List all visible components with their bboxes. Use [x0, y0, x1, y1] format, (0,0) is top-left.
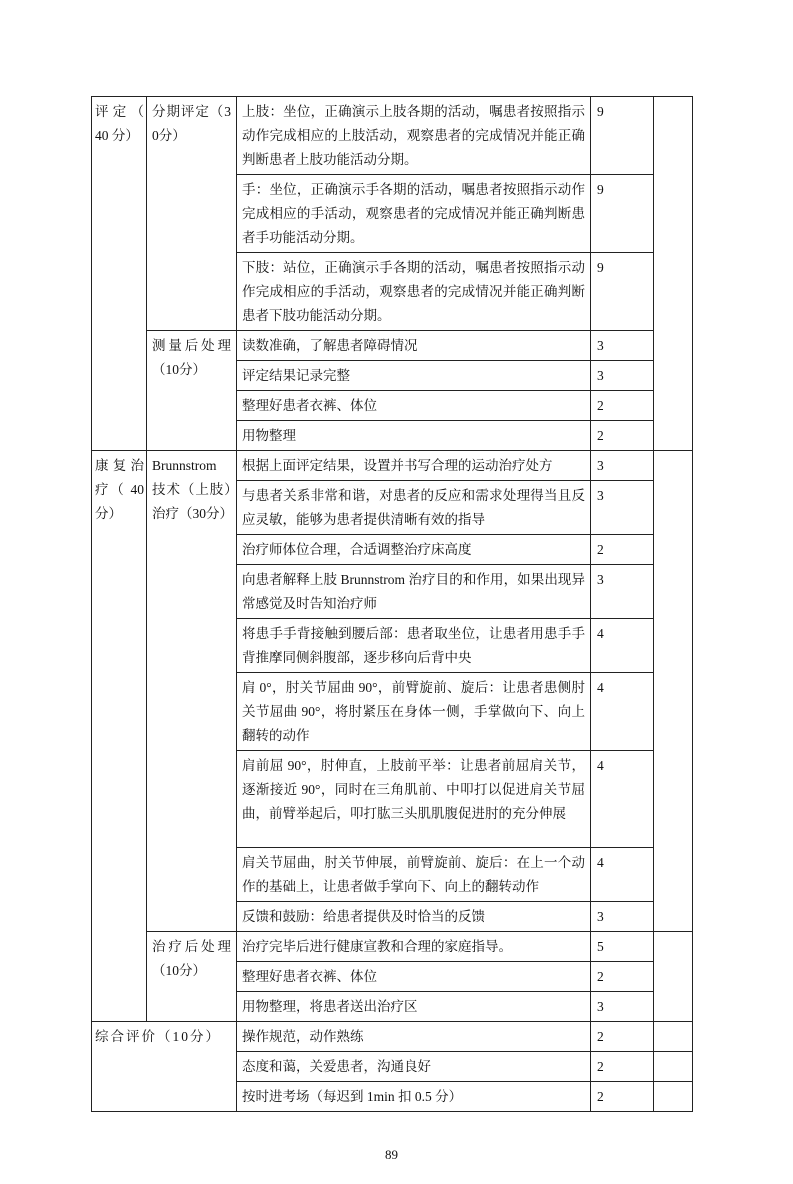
item-score: 4 — [591, 848, 654, 902]
item-score: 3 — [591, 331, 654, 361]
subcategory-stage-eval: 分期评定（30分） — [147, 97, 237, 331]
item-score: 9 — [591, 97, 654, 175]
subcategory-post-measure: 测量后处理（10分） — [147, 331, 237, 451]
item-score: 2 — [591, 535, 654, 565]
item-score: 3 — [591, 481, 654, 535]
item-description: 整理好患者衣裤、体位 — [237, 391, 591, 421]
item-score: 2 — [591, 1022, 654, 1052]
item-score: 2 — [591, 421, 654, 451]
item-description: 与患者关系非常和谐，对患者的反应和需求处理得当且反应灵敏，能够为患者提供清晰有效的指导 — [237, 481, 591, 535]
item-description: 用物整理 — [237, 421, 591, 451]
item-score: 9 — [591, 253, 654, 331]
item-score: 4 — [591, 751, 654, 848]
item-score: 3 — [591, 902, 654, 932]
item-description: 肩 0°，肘关节屈曲 90°，前臂旋前、旋后：让患者患侧肘关节屈曲 90°，将肘紧压在身体一侧，手掌做向下、向上翻转的动作 — [237, 673, 591, 751]
item-score: 3 — [591, 361, 654, 391]
item-description: 评定结果记录完整 — [237, 361, 591, 391]
item-description: 根据上面评定结果，设置并书写合理的运动治疗处方 — [237, 451, 591, 481]
actual-score-cell — [654, 1082, 693, 1112]
item-score: 5 — [591, 932, 654, 962]
item-description: 手：坐位，正确演示手各期的活动，嘱患者按照指示动作完成相应的手活动，观察患者的完成情况并能正确判断患者手功能活动分期。 — [237, 175, 591, 253]
item-description: 将患手手背接触到腰后部：患者取坐位，让患者用患手手背推摩同侧斜腹部，逐步移向后背中央 — [237, 619, 591, 673]
table-row — [92, 932, 693, 962]
scoring-table — [91, 96, 693, 1112]
item-description: 用物整理，将患者送出治疗区 — [237, 992, 591, 1022]
item-description: 下肢：站位，正确演示手各期的活动，嘱患者按照指示动作完成相应的手活动，观察患者的完成情况并能正确判断患者下肢功能活动分期。 — [237, 253, 591, 331]
table-row — [92, 451, 693, 481]
actual-score-cell — [654, 451, 693, 932]
item-description: 治疗完毕后进行健康宣教和合理的家庭指导。 — [237, 932, 591, 962]
item-score: 3 — [591, 451, 654, 481]
item-score: 9 — [591, 175, 654, 253]
item-score: 2 — [591, 1082, 654, 1112]
page-number: 89 — [385, 1147, 398, 1162]
actual-score-cell — [654, 932, 693, 1022]
category-eval: 评定（ 40 分） — [92, 97, 147, 451]
item-description: 态度和蔼，关爱患者，沟通良好 — [237, 1052, 591, 1082]
category-rehab: 康 复 治疗（ 40 分） — [92, 451, 147, 1022]
item-description: 肩关节屈曲，肘关节伸展，前臂旋前、旋后：在上一个动作的基础上，让患者做手掌向下、向上的翻转动作 — [237, 848, 591, 902]
item-description: 上肢：坐位，正确演示上肢各期的活动，嘱患者按照指示动作完成相应的上肢活动，观察患者的完成情况并能正确判断患者上肢功能活动分期。 — [237, 97, 591, 175]
item-score: 4 — [591, 619, 654, 673]
actual-score-cell — [654, 1022, 693, 1052]
item-score: 2 — [591, 962, 654, 992]
item-score: 2 — [591, 1052, 654, 1082]
item-description: 读数准确，了解患者障碍情况 — [237, 331, 591, 361]
item-description: 治疗师体位合理，合适调整治疗床高度 — [237, 535, 591, 565]
item-score: 3 — [591, 565, 654, 619]
item-score: 4 — [591, 673, 654, 751]
item-score: 3 — [591, 992, 654, 1022]
subcategory-brunnstrom: Brunnstrom 技术（上肢）治疗（30分） — [147, 451, 237, 932]
item-description: 整理好患者衣裤、体位 — [237, 962, 591, 992]
table-row — [92, 1022, 693, 1052]
table-row — [92, 97, 693, 175]
item-score: 2 — [591, 391, 654, 421]
actual-score-cell — [654, 97, 693, 451]
item-description: 按时进考场（每迟到 1min 扣 0.5 分） — [237, 1082, 591, 1112]
item-description: 肩前屈 90°，肘伸直，上肢前平举：让患者前屈肩关节，逐渐接近 90°，同时在三角肌前、中叩打以促进肩关节屈曲，前臂举起后，叩打肱三头肌肌腹促进肘的充分伸展 — [237, 751, 591, 848]
category-overall: 综合评价（10分） — [92, 1022, 237, 1112]
item-description: 操作规范，动作熟练 — [237, 1022, 591, 1052]
subcategory-post-treatment: 治疗后处理（10分） — [147, 932, 237, 1022]
item-description: 反馈和鼓励：给患者提供及时恰当的反馈 — [237, 902, 591, 932]
table-row — [92, 331, 693, 361]
actual-score-cell — [654, 1052, 693, 1082]
item-description: 向患者解释上肢 Brunnstrom 治疗目的和作用，如果出现异常感觉及时告知治疗师 — [237, 565, 591, 619]
